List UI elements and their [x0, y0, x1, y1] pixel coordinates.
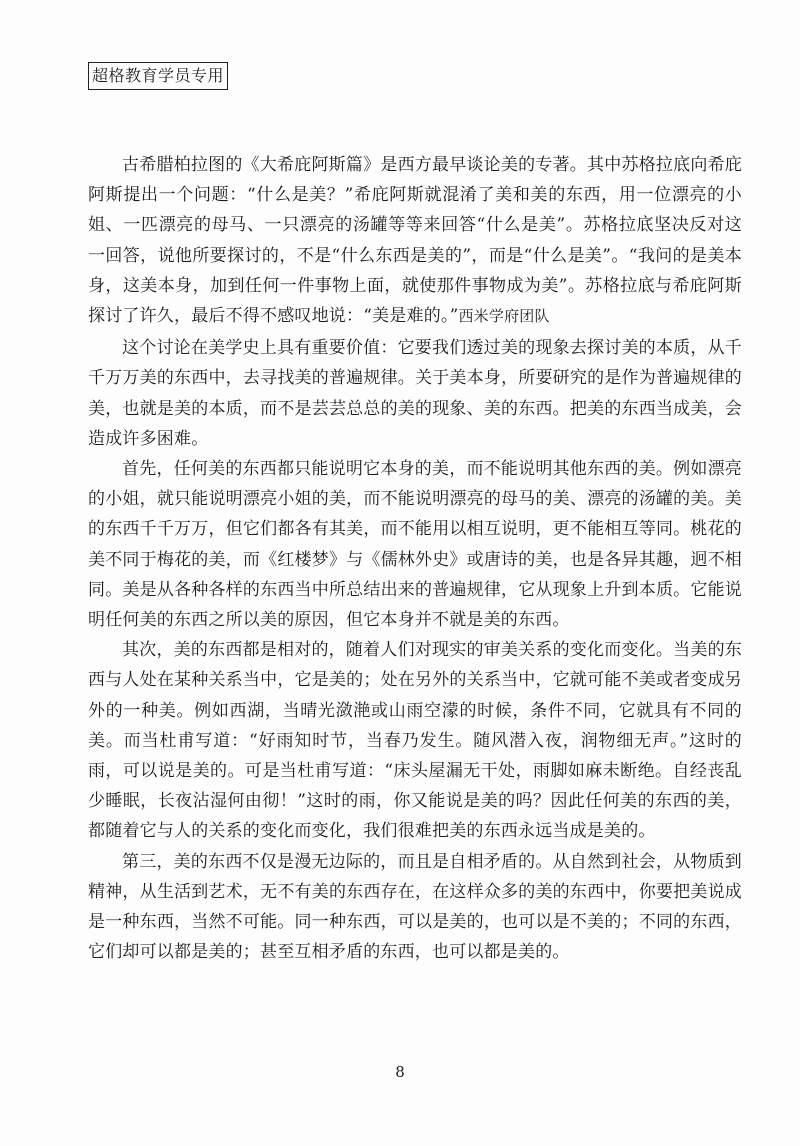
paragraph-4: 其次，美的东西都是相对的，随着人们对现实的审美关系的变化而变化。当美的东西与人处在某种关系当中，它是美的；处在另外的关系当中，它就可能不美或者变成另外的一种美。例如西湖，当晴光潋滟或山雨空濛的时候，条件不同，它就具有不同的美。而当杜甫写道：“好雨知时节，当春乃发生。随风潜入夜，润物细无声。”这时的雨，可以说是美的。可是当杜甫写道：“床头屋漏无干处，雨脚如麻未断绝。自经丧乱少睡眠，长夜沾湿何由彻！”这时的雨，你又能说是美的吗？因此任何美的东西的美，都随着它与人的关系的变化而变化，我们很难把美的东西永远当成是美的。	[88, 640, 742, 842]
document-body	[88, 150, 742, 967]
paragraph-1	[88, 150, 742, 331]
page-number: 8	[395, 1063, 405, 1081]
inline-watermark-note: 西米学府团队	[458, 307, 550, 326]
paragraph-3: 首先，任何美的东西都只能说明它本身的美，而不能说明其他东西的美。例如漂亮的小姐，就只能说明漂亮小姐的美，而不能说明漂亮的母马的美、漂亮的汤罐的美。美的东西千千万万，但它们都各有其美，而不能用以相互说明，更不能相互等同。桃花的美不同于梅花的美，而《红楼梦》与《儒林外史》或唐诗的美，也是各异其趣，迥不相同。美是从各种各样的东西当中所总结出来的普遍规律，它从现象上升到本质。它能说明任何美的东西之所以美的原因，但它本身并不就是美的东西。	[88, 459, 742, 631]
paragraph-2: 这个讨论在美学史上具有重要价值：它要我们透过美的现象去探讨美的本质，从千千万万美的东西中，去寻找美的普遍规律。关于美本身，所要研究的是作为普遍规律的美，也就是美的本质，而不是芸芸总总的美的现象、美的东西。把美的东西当成美，会造成许多困难。	[88, 338, 742, 449]
paragraph-1-text: 古希腊柏拉图的《大希庇阿斯篇》是西方最早谈论美的专著。其中苏格拉底向希庇阿斯提出一个问题：“什么是美？”希庇阿斯就混淆了美和美的东西，用一位漂亮的小姐、一匹漂亮的母马、一只漂亮的汤罐等等来回答“什么是美”。苏格拉底坚决反对这一回答，说他所要探讨的，不是“什么东西是美的”，而是“什么是美”。“我问的是美本身，这美本身，加到任何一件事物上面，就使那件事物成为美”。苏格拉底与希庇阿斯探讨了许久，最后不得不感叹地说：“美是难的。”	[88, 155, 742, 327]
header-label-box: 超格教育学员专用	[88, 62, 228, 90]
paragraph-5: 第三，美的东西不仅是漫无边际的，而且是自相矛盾的。从自然到社会，从物质到精神，从生活到艺术，无不有美的东西存在，在这样众多的美的东西中，你要把美说成是一种东西，当然不可能。同一种东西，可以是美的，也可以是不美的；不同的东西，它们却可以都是美的；甚至互相矛盾的东西，也可以都是美的。	[88, 851, 742, 963]
